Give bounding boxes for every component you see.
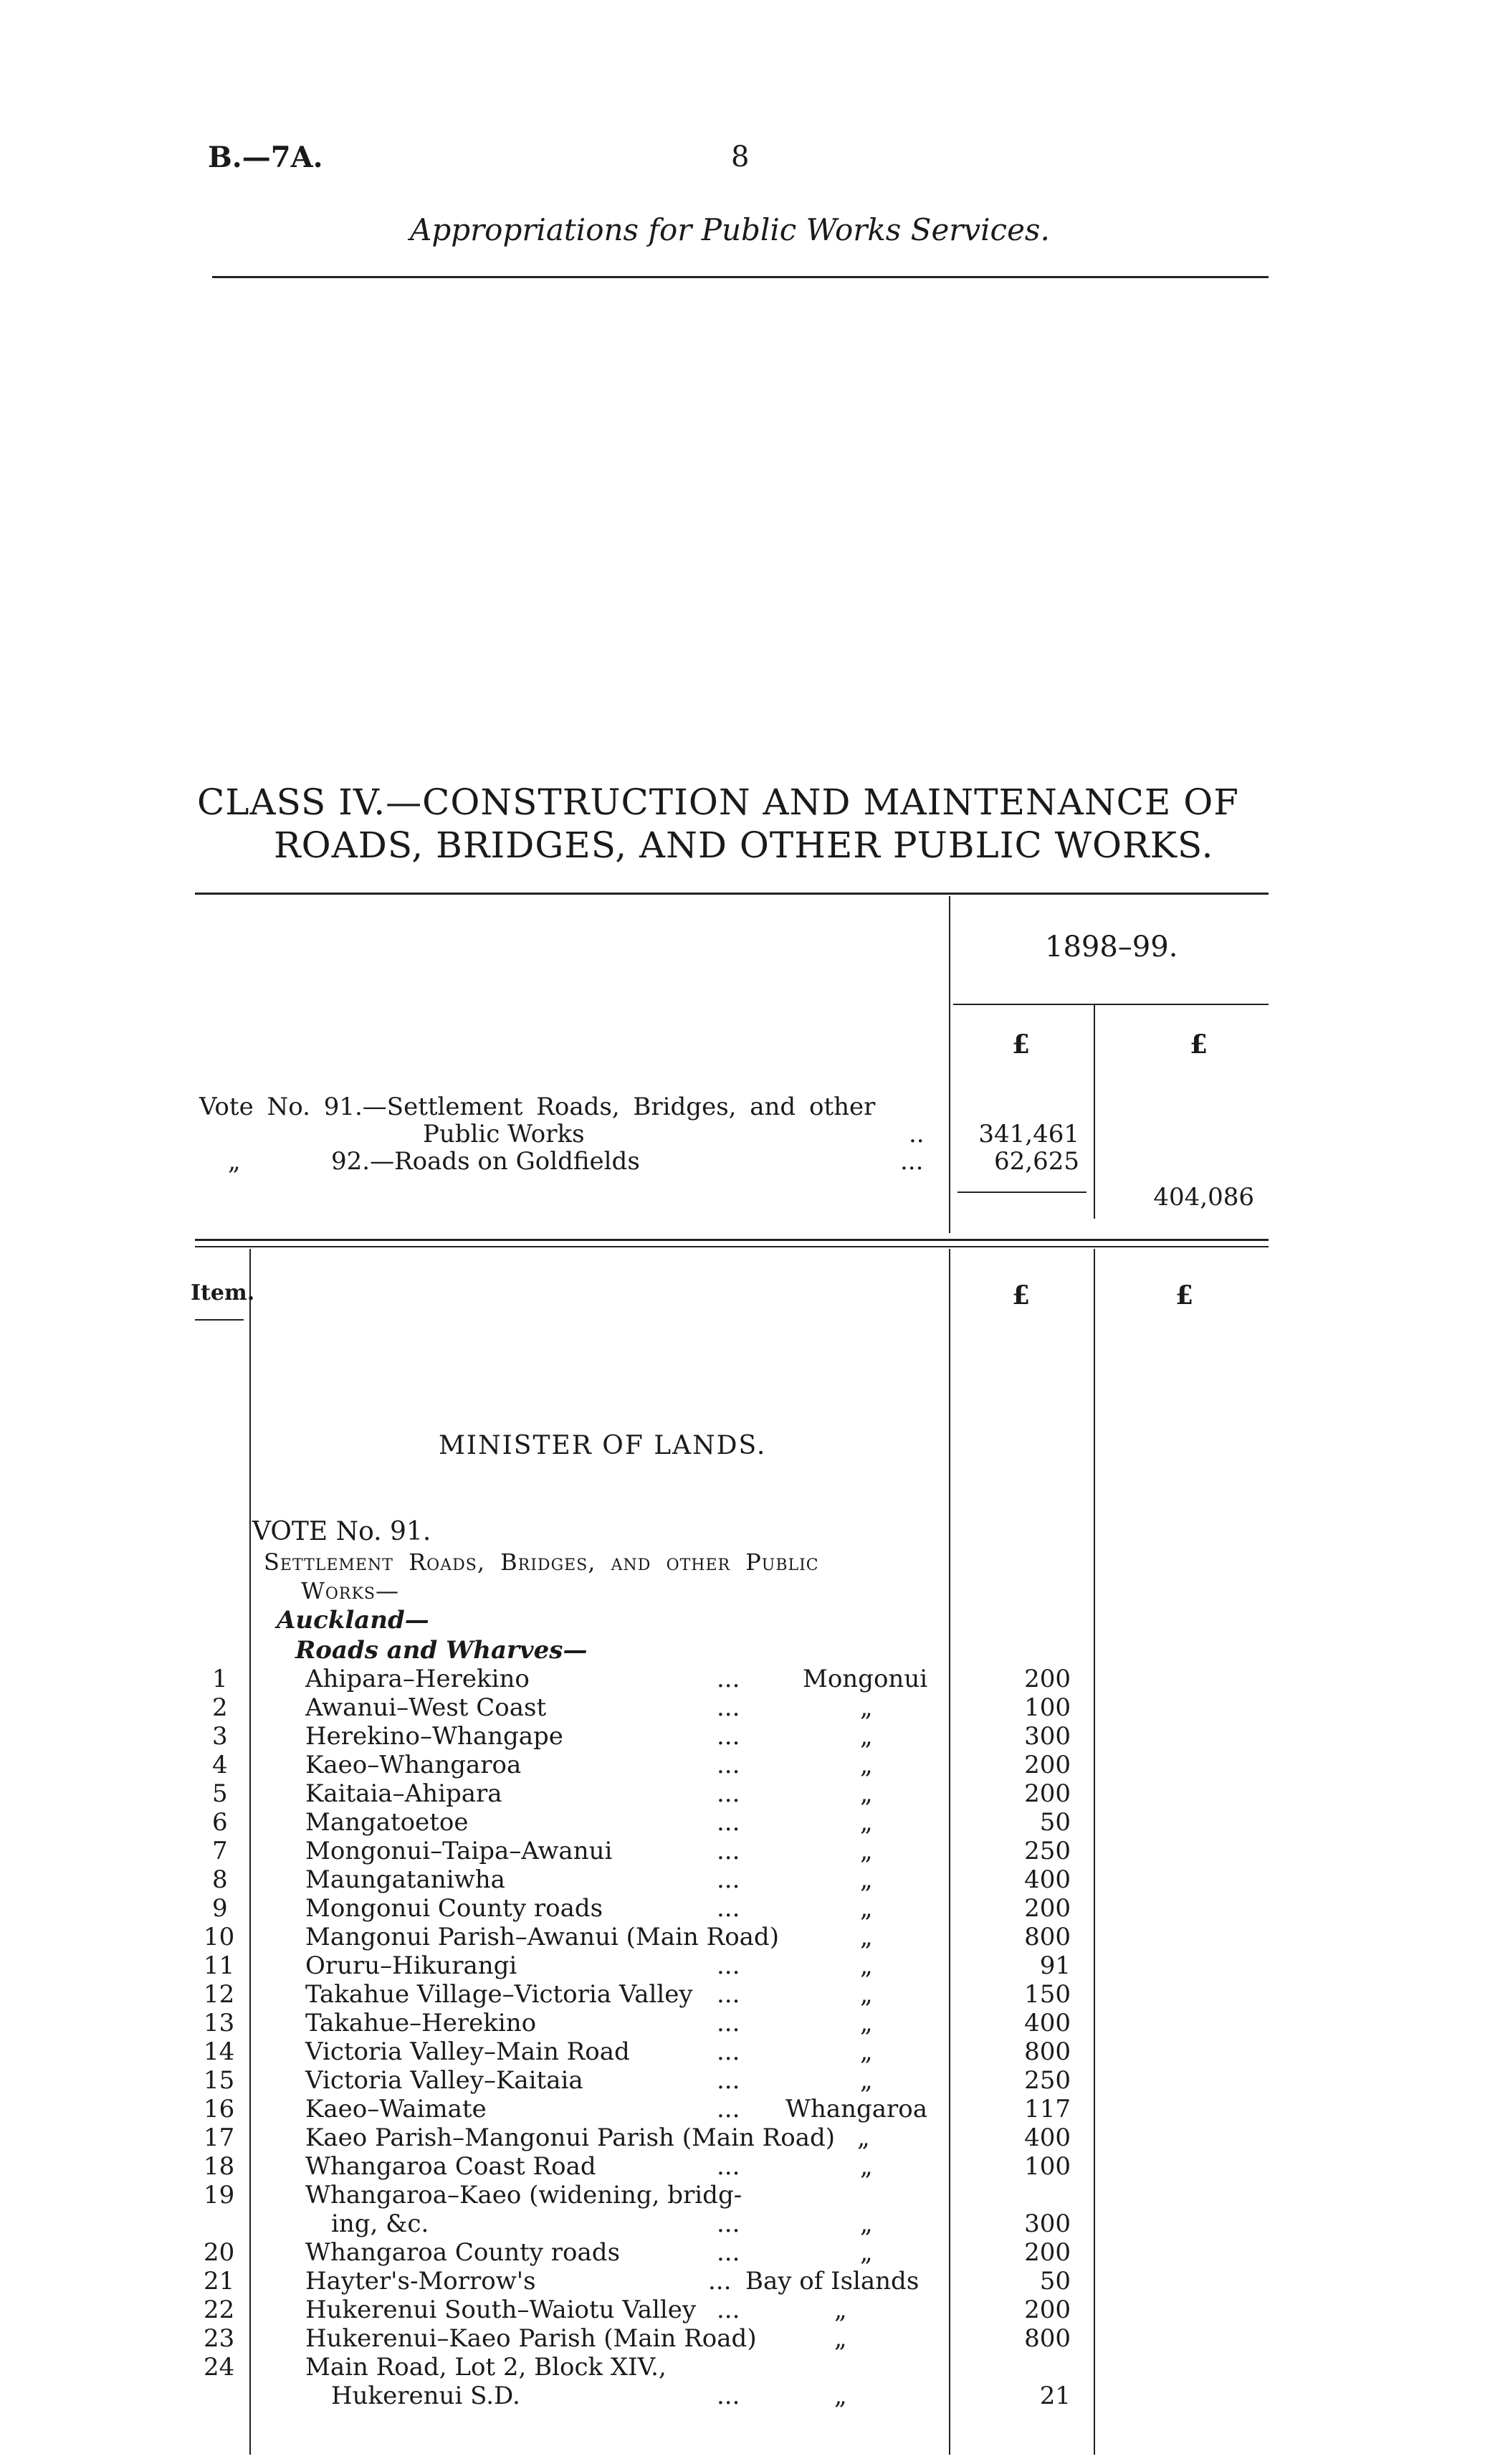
year-rule [953, 1004, 1269, 1005]
item-amount: 800 [1024, 1923, 1071, 1951]
table-row [0, 1865, 1490, 1894]
summary-currency-2: £ [1190, 1029, 1208, 1060]
item-amount: 400 [1024, 2123, 1071, 2152]
item-amount: 300 [1024, 2209, 1071, 2238]
table-row [0, 2267, 1490, 2296]
table-row [0, 2353, 1490, 2382]
item-leader: ... [717, 1722, 740, 1751]
table-row [0, 1837, 1490, 1865]
item-number: 20 [204, 2238, 235, 2267]
vote-92-amount: 62,625 [994, 1147, 1079, 1176]
item-number: 16 [204, 2095, 235, 2123]
item-number: 14 [204, 2037, 235, 2066]
item-header: Item. [191, 1280, 255, 1305]
table-row [0, 2009, 1490, 2037]
item-leader: ... [717, 1865, 740, 1894]
item-leader: ... [717, 1665, 740, 1693]
item-name: Whangaroa County roads [305, 2238, 621, 2267]
item-number: 4 [212, 1751, 228, 1779]
item-county: „ [860, 1693, 873, 1722]
summary-divider-2 [1094, 1004, 1095, 1219]
item-number: 18 [204, 2152, 235, 2181]
table-row-continuation [0, 2382, 1490, 2410]
item-number: 15 [204, 2066, 235, 2095]
table-row [0, 2296, 1490, 2324]
item-name: Oruru–Hikurangi [305, 1951, 517, 1980]
subtotal-rule [957, 1191, 1087, 1193]
item-amount: 300 [1024, 1722, 1071, 1751]
vote-92-text: 92.—Roads on Goldfields [331, 1147, 640, 1176]
vote-92-ditto: „ [228, 1147, 241, 1176]
table-row [0, 2152, 1490, 2181]
item-county: „ [860, 1808, 873, 1837]
item-county: „ [860, 1779, 873, 1808]
item-amount: 200 [1024, 1894, 1071, 1923]
table-row [0, 2095, 1490, 2123]
vote-91-line1: Vote No. 91.—Settlement Roads, Bridges, and other [199, 1093, 876, 1121]
item-county: „ [860, 2066, 873, 2095]
item-amount: 250 [1024, 2066, 1071, 2095]
item-name: Victoria Valley–Main Road [305, 2037, 630, 2066]
item-amount: 800 [1024, 2037, 1071, 2066]
item-number: 3 [212, 1722, 228, 1751]
item-leader: ... [717, 2382, 740, 2410]
table-row [0, 1722, 1490, 1751]
item-name: Hukerenui South–Waiotu Valley [305, 2296, 697, 2324]
table-row [0, 1693, 1490, 1722]
item-county: „ [860, 2037, 873, 2066]
item-name: Kaeo–Waimate [305, 2095, 487, 2123]
table-row [0, 2123, 1490, 2152]
item-county: Bay of Islands [745, 2267, 920, 2296]
item-county: „ [860, 2009, 873, 2037]
item-leader: ... [717, 1951, 740, 1980]
double-rule-bottom [195, 1246, 1269, 1247]
item-number: 9 [212, 1894, 228, 1923]
item-county: „ [834, 2296, 847, 2324]
item-leader: ... [717, 1894, 740, 1923]
item-amount: 250 [1024, 1837, 1071, 1865]
item-number: 12 [204, 1980, 235, 2009]
table-row [0, 1808, 1490, 1837]
item-name: Herekino–Whangape [305, 1722, 563, 1751]
item-leader: ... [717, 2066, 740, 2095]
header-rule [212, 276, 1269, 278]
table-row [0, 1779, 1490, 1808]
class-heading-line1: CLASS IV.—CONSTRUCTION AND MAINTENANCE OF [197, 781, 1239, 823]
page-subtitle: Appropriations for Public Works Services. [410, 212, 1050, 247]
item-county: „ [860, 1751, 873, 1779]
item-county: „ [860, 1837, 873, 1865]
item-leader: ... [717, 2009, 740, 2037]
item-amount: 200 [1024, 1665, 1071, 1693]
item-leader: ... [717, 2209, 740, 2238]
item-county: „ [860, 1865, 873, 1894]
item-name: Hayter's-Morrow's [305, 2267, 536, 2296]
item-leader: ... [708, 2267, 732, 2296]
item-amount: 91 [1039, 1951, 1071, 1980]
table-row [0, 1665, 1490, 1693]
item-leader: ... [717, 2095, 740, 2123]
item-county: „ [834, 2324, 847, 2353]
page-number: 8 [731, 141, 750, 173]
item-number: 1 [212, 1665, 228, 1693]
item-name: Victoria Valley–Kaitaia [305, 2066, 583, 2095]
item-leader: ... [717, 1808, 740, 1837]
item-number: 6 [212, 1808, 228, 1837]
item-leader: ... [717, 2238, 740, 2267]
item-amount: 150 [1024, 1980, 1071, 2009]
item-amount: 200 [1024, 2296, 1071, 2324]
item-amount: 50 [1039, 1808, 1071, 1837]
item-leader: ... [717, 1751, 740, 1779]
table-row [0, 2066, 1490, 2095]
item-amount: 100 [1024, 1693, 1071, 1722]
item-leader: ... [717, 1693, 740, 1722]
vote-91-amount: 341,461 [978, 1120, 1079, 1148]
table-row [0, 2181, 1490, 2209]
item-name: Whangaroa–Kaeo (widening, bridg- [305, 2181, 742, 2209]
item-name: Mangonui Parish–Awanui (Main Road) [305, 1923, 779, 1951]
table-row [0, 1923, 1490, 1951]
item-amount: 117 [1024, 2095, 1071, 2123]
item-number: 2 [212, 1693, 228, 1722]
item-name-continued: Hukerenui S.D. [331, 2382, 520, 2410]
minister-heading: MINISTER OF LANDS. [439, 1431, 767, 1460]
item-name: Hukerenui–Kaeo Parish (Main Road) [305, 2324, 757, 2353]
item-county: „ [857, 2123, 870, 2152]
vote-91-line2: Public Works [423, 1120, 585, 1148]
summary-total: 404,086 [1153, 1183, 1254, 1212]
table-row [0, 1751, 1490, 1779]
summary-top-rule [195, 893, 1269, 895]
item-number: 5 [212, 1779, 228, 1808]
item-leader: ... [717, 2037, 740, 2066]
item-name: Mongonui–Taipa–Awanui [305, 1837, 613, 1865]
item-county: „ [834, 2382, 847, 2410]
item-amount: 400 [1024, 1865, 1071, 1894]
vote-title-line2: Works— [301, 1577, 399, 1604]
item-amount: 200 [1024, 2238, 1071, 2267]
item-name: Kaeo Parish–Mangonui Parish (Main Road) [305, 2123, 836, 2152]
item-name: Whangaroa Coast Road [305, 2152, 596, 2181]
summary-divider-1 [949, 896, 950, 1233]
item-name: Ahipara–Herekino [305, 1665, 530, 1693]
section-subheading: Roads and Wharves— [295, 1636, 588, 1665]
item-amount: 21 [1039, 2382, 1071, 2410]
item-number: 13 [204, 2009, 235, 2037]
item-amount: 100 [1024, 2152, 1071, 2181]
item-county: Mongonui [803, 1665, 928, 1693]
item-county: „ [860, 1923, 873, 1951]
item-name: Mongonui County roads [305, 1894, 603, 1923]
item-number: 8 [212, 1865, 228, 1894]
item-number: 19 [204, 2181, 235, 2209]
vote-92-leader: ... [900, 1147, 924, 1176]
item-header-rule [195, 1319, 244, 1321]
item-number: 10 [204, 1923, 235, 1951]
vote-heading: VOTE No. 91. [252, 1517, 431, 1546]
item-number: 17 [204, 2123, 235, 2152]
table-row [0, 2324, 1490, 2353]
region-heading: Auckland— [277, 1606, 429, 1635]
vote-91-leader: .. [909, 1120, 925, 1148]
summary-currency-1: £ [1012, 1029, 1031, 1060]
item-leader: ... [717, 2152, 740, 2181]
item-name-continued: ing, &c. [331, 2209, 429, 2238]
item-leader: ... [717, 2296, 740, 2324]
item-name: Kaeo–Whangaroa [305, 1751, 522, 1779]
item-number: 24 [204, 2353, 235, 2382]
item-name: Awanui–West Coast [305, 1693, 547, 1722]
item-county: „ [860, 1894, 873, 1923]
item-amount: 200 [1024, 1751, 1071, 1779]
table-row [0, 1894, 1490, 1923]
item-county: „ [860, 1951, 873, 1980]
item-county: Whangaroa [785, 2095, 928, 2123]
item-number: 21 [204, 2267, 235, 2296]
table-currency-2: £ [1175, 1280, 1194, 1311]
item-amount: 400 [1024, 2009, 1071, 2037]
item-county: „ [860, 2238, 873, 2267]
item-name: Kaitaia–Ahipara [305, 1779, 502, 1808]
item-county: „ [860, 2209, 873, 2238]
item-county: „ [860, 2152, 873, 2181]
table-row [0, 2037, 1490, 2066]
item-leader: ... [717, 1837, 740, 1865]
item-leader: ... [717, 1980, 740, 2009]
item-number: 7 [212, 1837, 228, 1865]
table-row [0, 1951, 1490, 1980]
document-reference: B.—7A. [208, 141, 323, 174]
double-rule-top [195, 1239, 1269, 1241]
table-row [0, 2238, 1490, 2267]
item-amount: 50 [1039, 2267, 1071, 2296]
table-row [0, 1980, 1490, 2009]
item-name: Main Road, Lot 2, Block XIV., [305, 2353, 667, 2382]
table-currency-1: £ [1012, 1280, 1031, 1311]
item-amount: 800 [1024, 2324, 1071, 2353]
class-heading-line2: ROADS, BRIDGES, AND OTHER PUBLIC WORKS. [274, 824, 1214, 866]
item-number: 23 [204, 2324, 235, 2353]
summary-year: 1898–99. [1045, 931, 1178, 964]
item-number: 11 [204, 1951, 235, 1980]
item-amount: 200 [1024, 1779, 1071, 1808]
item-name: Maungataniwha [305, 1865, 505, 1894]
vote-title-line1: Settlement Roads, Bridges, and other Public [264, 1549, 819, 1576]
item-name: Mangatoetoe [305, 1808, 469, 1837]
item-leader: ... [717, 1779, 740, 1808]
table-row-continuation [0, 2209, 1490, 2238]
item-name: Takahue Village–Victoria Valley [305, 1980, 693, 2009]
item-county: „ [860, 1722, 873, 1751]
item-name: Takahue–Herekino [305, 2009, 537, 2037]
item-county: „ [860, 1980, 873, 2009]
item-number: 22 [204, 2296, 235, 2324]
